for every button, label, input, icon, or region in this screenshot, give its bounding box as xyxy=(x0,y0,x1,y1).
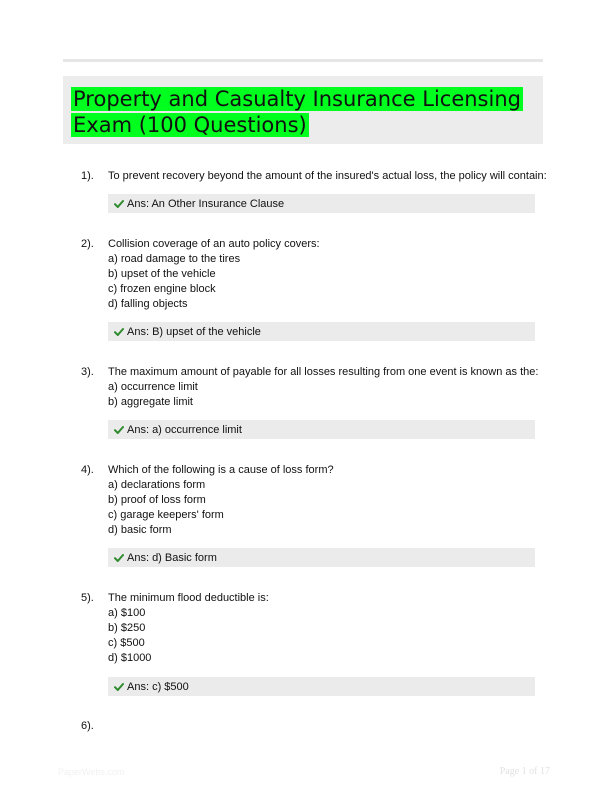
question-option: a) declarations form xyxy=(108,479,206,491)
answer-box xyxy=(108,322,535,341)
question-option: d) basic form xyxy=(108,524,172,536)
question-option: a) $100 xyxy=(108,607,146,619)
answer-box xyxy=(108,194,535,213)
page-title: Property and Casualty Insurance Licensing Exam (100 Questions) xyxy=(73,87,521,137)
question-body xyxy=(108,463,540,538)
question-body xyxy=(108,237,540,312)
question-option: a) occurrence limit xyxy=(108,381,198,393)
check-icon xyxy=(114,553,124,563)
question-body xyxy=(108,591,540,666)
page-number: Page 1 of 17 xyxy=(499,766,550,777)
answer-box xyxy=(108,548,535,567)
question-number: 1). xyxy=(81,170,94,182)
question-body xyxy=(108,169,547,184)
question-option: b) $250 xyxy=(108,622,146,634)
question-option: c) $500 xyxy=(108,637,145,649)
answer-text: Ans: An Other Insurance Clause xyxy=(127,197,285,210)
question-option: c) garage keepers' form xyxy=(108,509,224,521)
question-number: 4). xyxy=(81,464,94,476)
question-text: The maximum amount of payable for all losses resulting from one event is known as the: xyxy=(108,366,539,378)
answer-text: Ans: c) $500 xyxy=(127,680,189,693)
question-text: Which of the following is a cause of loss form? xyxy=(108,464,334,476)
question-text: To prevent recovery beyond the amount of the insured's actual loss, the policy will contain: xyxy=(108,170,547,182)
question-number: 2). xyxy=(81,238,94,250)
check-icon xyxy=(114,199,124,209)
question-option: a) road damage to the tires xyxy=(108,253,241,265)
answer-text: Ans: B) upset of the vehicle xyxy=(127,325,261,338)
question-option: b) upset of the vehicle xyxy=(108,268,216,280)
check-icon xyxy=(114,682,124,692)
question-option: c) frozen engine block xyxy=(108,283,216,295)
answer-text: Ans: a) occurrence limit xyxy=(127,423,242,436)
question-body xyxy=(108,365,540,410)
question-option: d) $1000 xyxy=(108,652,152,664)
answer-text: Ans: d) Basic form xyxy=(127,551,217,564)
question-text: Collision coverage of an auto policy covers: xyxy=(108,238,320,250)
question-text: The minimum flood deductible is: xyxy=(108,592,269,604)
question-option: b) aggregate limit xyxy=(108,396,193,408)
question-option: b) proof of loss form xyxy=(108,494,206,506)
check-icon xyxy=(114,425,124,435)
answer-box xyxy=(108,420,535,439)
question-number: 6). xyxy=(81,720,94,732)
question-option: d) falling objects xyxy=(108,298,188,310)
question-number: 5). xyxy=(81,592,94,604)
answer-box xyxy=(108,677,535,696)
check-icon xyxy=(114,327,124,337)
footer-watermark: PaperWebs.com xyxy=(58,767,125,777)
question-number: 3). xyxy=(81,366,94,378)
